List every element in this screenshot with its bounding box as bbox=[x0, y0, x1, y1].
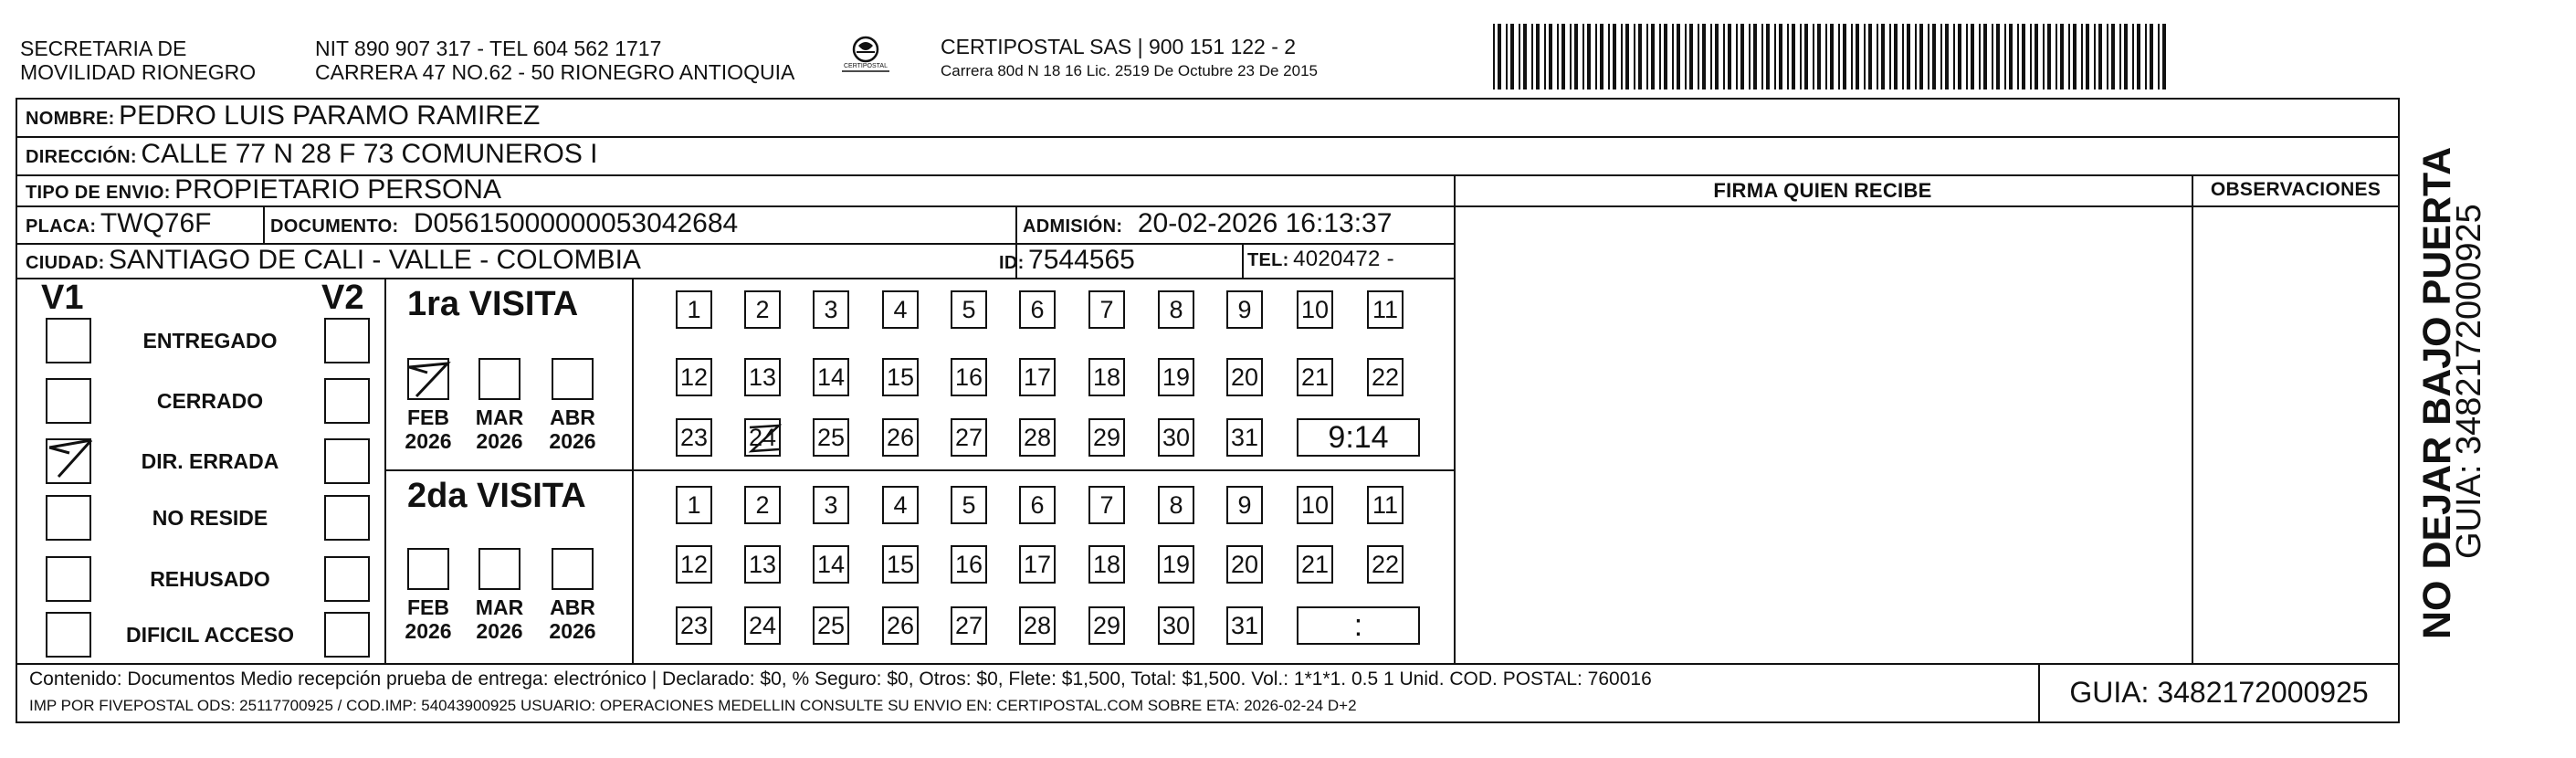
status-option-label: CERRADO bbox=[156, 389, 264, 413]
document-field bbox=[270, 208, 738, 239]
v1-label: V1 bbox=[41, 279, 84, 317]
barcode-bar bbox=[1889, 24, 1891, 89]
barcode-bar bbox=[1919, 24, 1923, 89]
barcode-bar bbox=[1877, 24, 1878, 89]
barcode-bar bbox=[1979, 24, 1981, 89]
day-box[interactable]: 10 bbox=[1297, 290, 1333, 329]
document-label: DOCUMENTO: bbox=[270, 216, 399, 237]
barcode-bar bbox=[1638, 24, 1642, 89]
name-field bbox=[26, 100, 540, 132]
status-v1-checkbox[interactable] bbox=[46, 612, 91, 658]
year-label: 2026 bbox=[405, 619, 452, 643]
nit-line: NIT 890 907 317 - TEL 604 562 1717 bbox=[315, 37, 662, 60]
day-box[interactable]: 26 bbox=[882, 606, 919, 645]
barcode-bar bbox=[2119, 24, 2121, 89]
year-label: 2026 bbox=[549, 619, 596, 643]
year-label: 2026 bbox=[549, 429, 596, 453]
status-option-label: NO RESIDE bbox=[152, 506, 268, 530]
day-box[interactable]: 18 bbox=[1088, 358, 1125, 396]
day-box[interactable]: 24 bbox=[744, 418, 781, 457]
day-box[interactable]: 28 bbox=[1019, 606, 1056, 645]
day-box[interactable]: 21 bbox=[1297, 545, 1333, 584]
day-box[interactable]: 17 bbox=[1019, 358, 1056, 396]
barcode-bar bbox=[2047, 24, 2051, 89]
barcode-bar bbox=[2004, 24, 2006, 89]
barcode-bar bbox=[1600, 24, 1603, 89]
barcode-bar bbox=[1800, 24, 1802, 89]
barcode-bar bbox=[1996, 24, 2000, 89]
status-v2-checkbox[interactable] bbox=[324, 438, 370, 484]
day-box[interactable]: 8 bbox=[1158, 486, 1194, 524]
col-divider bbox=[1454, 174, 1456, 663]
id-label: ID: bbox=[999, 253, 1025, 273]
barcode-bar bbox=[1825, 24, 1827, 89]
certipostal-logo-icon bbox=[838, 35, 893, 80]
barcode-bar bbox=[2081, 24, 2083, 89]
barcode-bar bbox=[1595, 24, 1597, 89]
barcode-bar bbox=[2060, 24, 2064, 89]
row-divider bbox=[16, 205, 1454, 207]
barcode-bar bbox=[1493, 24, 1495, 89]
day-box[interactable]: 20 bbox=[1226, 358, 1263, 396]
col-divider bbox=[2192, 174, 2193, 663]
barcode-bar bbox=[1685, 24, 1687, 89]
day-box[interactable]: 13 bbox=[744, 545, 781, 584]
month-checkbox[interactable] bbox=[407, 358, 449, 400]
status-option-label: DIFICIL ACCESO bbox=[125, 623, 294, 647]
barcode-bar bbox=[1787, 24, 1789, 89]
barcode-bar bbox=[1659, 24, 1661, 89]
barcode-bar bbox=[1932, 24, 1936, 89]
barcode-bar bbox=[1753, 24, 1757, 89]
barcode-bar bbox=[1544, 24, 1546, 89]
footer-divider bbox=[16, 663, 2400, 665]
barcode-bar bbox=[2124, 24, 2128, 89]
barcode-bar bbox=[1749, 24, 1751, 89]
barcode-bar bbox=[1634, 24, 1635, 89]
barcode-bar bbox=[1736, 24, 1738, 89]
barcode-bar bbox=[1664, 24, 1667, 89]
day-box[interactable]: 22 bbox=[1367, 545, 1404, 584]
barcode-bar bbox=[1804, 24, 1808, 89]
status-option-label: DIR. ERRADA bbox=[141, 449, 279, 473]
day-box[interactable]: 15 bbox=[882, 358, 919, 396]
barcode-bar bbox=[1817, 24, 1821, 89]
month-label: FEB bbox=[407, 595, 449, 619]
barcode-bar bbox=[2098, 24, 2102, 89]
send-type-value: PROPIETARIO PERSONA bbox=[174, 174, 501, 205]
barcode-bar bbox=[1582, 24, 1584, 89]
barcode-bar bbox=[1498, 24, 1501, 89]
barcode-bar bbox=[1792, 24, 1795, 89]
row-divider bbox=[16, 136, 2400, 138]
day-box[interactable]: 30 bbox=[1158, 606, 1194, 645]
month-label: ABR bbox=[550, 405, 595, 429]
day-box[interactable]: 8 bbox=[1158, 290, 1194, 329]
barcode-bar bbox=[1813, 24, 1814, 89]
barcode-bar bbox=[1971, 24, 1974, 89]
day-box[interactable]: 18 bbox=[1088, 545, 1125, 584]
certipostal-logo bbox=[838, 35, 893, 80]
day-box[interactable]: 13 bbox=[744, 358, 781, 396]
month-label: MAR bbox=[475, 405, 524, 429]
barcode-bar bbox=[1510, 24, 1514, 89]
day-box[interactable]: 9 bbox=[1226, 486, 1263, 524]
year-label: 2026 bbox=[476, 619, 523, 643]
day-box[interactable]: 10 bbox=[1297, 486, 1333, 524]
barcode-bar bbox=[1677, 24, 1680, 89]
day-box[interactable]: 4 bbox=[882, 486, 919, 524]
barcode-bar bbox=[1907, 24, 1910, 89]
signature-header: FIRMA QUIEN RECIBE bbox=[1713, 179, 1932, 202]
observations-header: OBSERVACIONES bbox=[2210, 179, 2381, 200]
day-box[interactable]: 5 bbox=[951, 290, 987, 329]
sender-name bbox=[20, 37, 256, 84]
day-box[interactable]: 3 bbox=[813, 290, 849, 329]
barcode-bar bbox=[2162, 24, 2166, 89]
barcode-bar bbox=[1531, 24, 1533, 89]
barcode-bar bbox=[2017, 24, 2019, 89]
day-box[interactable]: 6 bbox=[1019, 486, 1056, 524]
barcode-bar bbox=[2145, 24, 2147, 89]
footer-content-line: Contenido: Documentos Medio recepción prueba de entrega: electrónico | Declarado: $0, % Seguro: $0, Otros: $0, Flete: $1,500, Total: $1,500. Vol.: 1*1*1. 0.5 1 Unid. COD. POSTAL: 760016 bbox=[29, 669, 1652, 690]
month-checkbox[interactable] bbox=[552, 358, 594, 400]
barcode-bar bbox=[1698, 24, 1699, 89]
barcode-bar bbox=[1587, 24, 1591, 89]
barcode-bar bbox=[1766, 24, 1770, 89]
barcode-bar bbox=[1506, 24, 1508, 89]
day-box[interactable]: 16 bbox=[951, 358, 987, 396]
day-box[interactable]: 29 bbox=[1088, 606, 1125, 645]
barcode-bar bbox=[1570, 24, 1572, 89]
barcode-bar bbox=[1723, 24, 1725, 89]
tel-field bbox=[1247, 247, 1394, 272]
status-v1-checkbox[interactable] bbox=[46, 556, 91, 602]
address-label: DIRECCIÓN: bbox=[26, 147, 137, 167]
day-box[interactable]: 2 bbox=[744, 290, 781, 329]
month-checkbox[interactable] bbox=[478, 358, 520, 400]
day-box[interactable]: 5 bbox=[951, 486, 987, 524]
status-v1-checkbox[interactable] bbox=[46, 438, 91, 484]
day-box[interactable]: 20 bbox=[1226, 545, 1263, 584]
send-type-label: TIPO DE ENVIO: bbox=[26, 183, 171, 203]
barcode-bar bbox=[1894, 24, 1898, 89]
check-mark-icon bbox=[405, 356, 453, 398]
barcode-bar bbox=[2009, 24, 2013, 89]
carrier-info bbox=[941, 35, 1318, 81]
barcode-bar bbox=[1608, 24, 1610, 89]
side-warning: NO DEJAR BAJO PUERTA bbox=[2415, 146, 2459, 639]
day-box[interactable]: 12 bbox=[676, 545, 712, 584]
barcode-bar bbox=[2068, 24, 2070, 89]
status-v2-checkbox[interactable] bbox=[324, 495, 370, 541]
visit-divider bbox=[384, 469, 1454, 471]
barcode-bar bbox=[2094, 24, 2096, 89]
barcode-bar bbox=[1856, 24, 1859, 89]
city-label: CIUDAD: bbox=[26, 253, 105, 273]
day-box[interactable]: 25 bbox=[813, 418, 849, 457]
barcode-bar bbox=[1625, 24, 1629, 89]
day-box[interactable]: 11 bbox=[1367, 486, 1404, 524]
sender-line2: MOVILIDAD RIONEGRO bbox=[20, 60, 257, 84]
footer-print-line: IMP POR FIVEPOSTAL ODS: 25117700925 / COD.IMP: 54043900925 USUARIO: OPERACIONES MEDELLIN CONSULTE SU ENVIO EN: CERTIPOSTAL.COM SOBRE ETA: 2026-02-24 D+2 bbox=[29, 697, 1357, 714]
barcode-bar bbox=[1838, 24, 1840, 89]
tel-value: 4020472 - bbox=[1293, 247, 1394, 271]
day-box[interactable]: 31 bbox=[1226, 418, 1263, 457]
admission-label: ADMISIÓN: bbox=[1023, 216, 1123, 237]
status-v1-checkbox[interactable] bbox=[46, 495, 91, 541]
barcode-bar bbox=[1864, 24, 1866, 89]
barcode-bar bbox=[1779, 24, 1782, 89]
barcode-bar bbox=[1902, 24, 1904, 89]
barcode-bar bbox=[1621, 24, 1623, 89]
barcode-bar bbox=[2132, 24, 2134, 89]
barcode-bar bbox=[2137, 24, 2140, 89]
day-box[interactable]: 30 bbox=[1158, 418, 1194, 457]
day-box[interactable]: 12 bbox=[676, 358, 712, 396]
day-box[interactable]: 6 bbox=[1019, 290, 1056, 329]
v2-label: V2 bbox=[321, 279, 364, 317]
day-box[interactable]: 16 bbox=[951, 545, 987, 584]
barcode-bar bbox=[2043, 24, 2045, 89]
barcode-bar bbox=[1557, 24, 1559, 89]
barcode-bar bbox=[1561, 24, 1565, 89]
carrier-line1: CERTIPOSTAL SAS | 900 151 122 - 2 bbox=[941, 35, 1297, 58]
status-v2-checkbox[interactable] bbox=[324, 378, 370, 424]
time-box[interactable]: : bbox=[1297, 606, 1420, 645]
day-box[interactable]: 7 bbox=[1088, 290, 1125, 329]
barcode-bar bbox=[2030, 24, 2032, 89]
day-box[interactable]: 22 bbox=[1367, 358, 1404, 396]
barcode-bar bbox=[1740, 24, 1744, 89]
tel-label: TEL: bbox=[1247, 250, 1289, 270]
year-label: 2026 bbox=[476, 429, 523, 453]
day-box[interactable]: 3 bbox=[813, 486, 849, 524]
status-option-label: REHUSADO bbox=[150, 567, 270, 591]
barcode-bar bbox=[2022, 24, 2025, 89]
day-box[interactable]: 28 bbox=[1019, 418, 1056, 457]
id-value: 7544565 bbox=[1028, 245, 1135, 275]
month-label: MAR bbox=[475, 595, 524, 619]
barcode-bar bbox=[2035, 24, 2038, 89]
logo-text: CERTIPOSTAL bbox=[844, 63, 888, 69]
barcode-bar bbox=[1651, 24, 1655, 89]
status-v2-checkbox[interactable] bbox=[324, 612, 370, 658]
barcode-bar bbox=[1710, 24, 1712, 89]
day-box[interactable]: 25 bbox=[813, 606, 849, 645]
day-box[interactable]: 14 bbox=[813, 545, 849, 584]
address-field bbox=[26, 139, 598, 170]
address-value: CALLE 77 N 28 F 73 COMUNEROS I bbox=[141, 139, 598, 169]
month-checkbox[interactable] bbox=[407, 548, 449, 590]
barcode-bar bbox=[1728, 24, 1731, 89]
plate-value: TWQ76F bbox=[100, 208, 212, 238]
barcode-bar bbox=[1983, 24, 1987, 89]
day-box[interactable]: 1 bbox=[676, 486, 712, 524]
barcode-bar bbox=[1966, 24, 1968, 89]
side-guia: GUIA: 3482172000925 bbox=[2450, 204, 2488, 559]
barcode-bar bbox=[2086, 24, 2089, 89]
month-checkbox[interactable] bbox=[552, 548, 594, 590]
barcode-bar bbox=[1940, 24, 1942, 89]
barcode-bar bbox=[1536, 24, 1540, 89]
barcode-bar bbox=[1868, 24, 1872, 89]
city-field bbox=[26, 245, 641, 276]
day-box[interactable]: 23 bbox=[676, 418, 712, 457]
day-box[interactable]: 2 bbox=[744, 486, 781, 524]
barcode-icon bbox=[1493, 24, 2173, 89]
first-visit-title: 1ra VISITA bbox=[407, 285, 579, 323]
barcode-bar bbox=[1761, 24, 1763, 89]
document-value: D05615000000053042684 bbox=[413, 208, 739, 238]
barcode-bar bbox=[1689, 24, 1693, 89]
col-divider bbox=[632, 278, 634, 663]
barcode-bar bbox=[1672, 24, 1674, 89]
barcode-bar bbox=[1613, 24, 1616, 89]
col-divider bbox=[1242, 243, 1244, 278]
barcode-bar bbox=[2150, 24, 2153, 89]
day-box[interactable]: 27 bbox=[951, 606, 987, 645]
barcode-bar bbox=[1992, 24, 1993, 89]
barcode-bar bbox=[2158, 24, 2160, 89]
col-divider bbox=[2398, 174, 2400, 663]
status-option-label: ENTREGADO bbox=[142, 329, 278, 353]
barcode-bar bbox=[1881, 24, 1885, 89]
barcode-bar bbox=[1646, 24, 1648, 89]
admission-field bbox=[1023, 208, 1392, 239]
day-box[interactable]: 4 bbox=[882, 290, 919, 329]
sender-line1: SECRETARIA DE bbox=[20, 37, 187, 60]
carrier-line2: Carrera 80d N 18 16 Lic. 2519 De Octubre 23 De 2015 bbox=[941, 62, 1318, 79]
barcode-bar bbox=[1851, 24, 1853, 89]
address-line: CARRERA 47 NO.62 - 50 RIONEGRO ANTIOQUIA bbox=[315, 60, 795, 84]
city-value: SANTIAGO DE CALI - VALLE - COLOMBIA bbox=[109, 245, 641, 275]
cross-mark-icon bbox=[746, 420, 783, 457]
month-checkbox[interactable] bbox=[478, 548, 520, 590]
barcode-bar bbox=[1843, 24, 1846, 89]
year-label: 2026 bbox=[405, 429, 452, 453]
day-box[interactable]: 15 bbox=[882, 545, 919, 584]
month-label: FEB bbox=[407, 405, 449, 429]
barcode-bar bbox=[1830, 24, 1834, 89]
day-box[interactable]: 19 bbox=[1158, 545, 1194, 584]
day-box[interactable]: 17 bbox=[1019, 545, 1056, 584]
barcode-bar bbox=[1915, 24, 1917, 89]
barcode-bar bbox=[2111, 24, 2115, 89]
day-box[interactable]: 23 bbox=[676, 606, 712, 645]
barcode-bar bbox=[1519, 24, 1520, 89]
check-mark-icon bbox=[44, 435, 99, 480]
name-label: NOMBRE: bbox=[26, 109, 115, 129]
day-box[interactable]: 27 bbox=[951, 418, 987, 457]
id-field bbox=[999, 245, 1135, 276]
barcode-bar bbox=[1702, 24, 1706, 89]
day-box[interactable]: 19 bbox=[1158, 358, 1194, 396]
day-box[interactable]: 24 bbox=[744, 606, 781, 645]
barcode-bar bbox=[1928, 24, 1929, 89]
sender-contact bbox=[315, 37, 794, 84]
row-divider bbox=[16, 278, 1454, 279]
status-v2-checkbox[interactable] bbox=[324, 318, 370, 363]
month-label: ABR bbox=[550, 595, 595, 619]
barcode-bar bbox=[2073, 24, 2077, 89]
day-box[interactable]: 21 bbox=[1297, 358, 1333, 396]
status-v2-checkbox[interactable] bbox=[324, 556, 370, 602]
barcode-bar bbox=[1549, 24, 1552, 89]
plate-field bbox=[26, 208, 211, 239]
barcode-bar bbox=[1774, 24, 1776, 89]
day-box[interactable]: 1 bbox=[676, 290, 712, 329]
name-value: PEDRO LUIS PARAMO RAMIREZ bbox=[119, 100, 541, 131]
day-box[interactable]: 7 bbox=[1088, 486, 1125, 524]
status-v1-checkbox[interactable] bbox=[46, 378, 91, 424]
row-divider bbox=[1454, 205, 2400, 207]
barcode-bar bbox=[1574, 24, 1578, 89]
footer-guia: GUIA: 3482172000925 bbox=[2069, 676, 2369, 709]
day-box[interactable]: 14 bbox=[813, 358, 849, 396]
barcode-bar bbox=[1953, 24, 1955, 89]
col-divider bbox=[263, 205, 265, 243]
barcode-bar bbox=[1958, 24, 1961, 89]
barcode-bar bbox=[1945, 24, 1949, 89]
status-v1-checkbox[interactable] bbox=[46, 318, 91, 363]
day-box[interactable]: 31 bbox=[1226, 606, 1263, 645]
plate-label: PLACA: bbox=[26, 216, 97, 237]
second-visit-title: 2da VISITA bbox=[407, 477, 586, 515]
barcode-bar bbox=[1715, 24, 1719, 89]
day-box[interactable]: 11 bbox=[1367, 290, 1404, 329]
day-box[interactable]: 9 bbox=[1226, 290, 1263, 329]
day-box[interactable]: 26 bbox=[882, 418, 919, 457]
barcode-bar bbox=[2056, 24, 2057, 89]
barcode-bar bbox=[2107, 24, 2108, 89]
time-box[interactable]: 9:14 bbox=[1297, 418, 1420, 457]
send-type-field bbox=[26, 174, 501, 205]
barcode-bar bbox=[1523, 24, 1527, 89]
admission-value: 20-02-2026 16:13:37 bbox=[1137, 208, 1393, 238]
day-box[interactable]: 29 bbox=[1088, 418, 1125, 457]
